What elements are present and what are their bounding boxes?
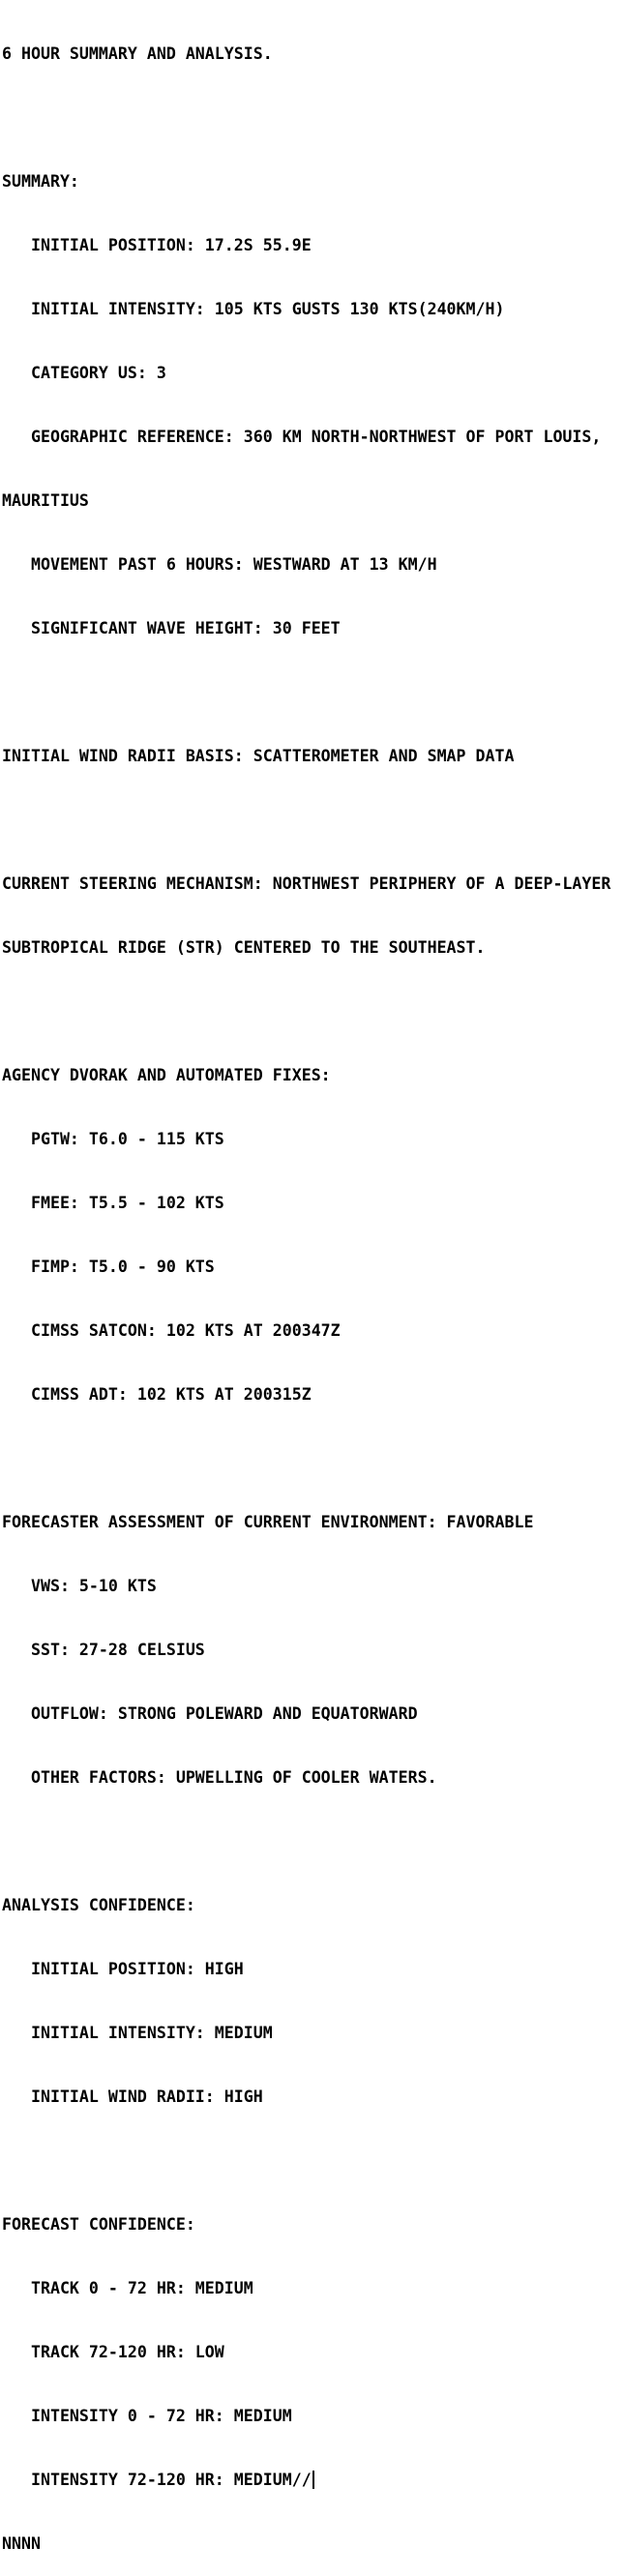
text-line: SST: 27-28 CELSIUS [2, 1641, 205, 1659]
text-line: OUTFLOW: STRONG POLEWARD AND EQUATORWARD [2, 1704, 418, 1723]
text-line: INITIAL INTENSITY: 105 KTS GUSTS 130 KTS(240KM/H) [2, 300, 505, 318]
text-line [2, 2150, 624, 2172]
text-line: SIGNIFICANT WAVE HEIGHT: 30 FEET [2, 619, 341, 637]
text-line: FORECAST CONFIDENCE: [2, 2215, 195, 2234]
text-line: TRACK 0 - 72 HR: MEDIUM [2, 2279, 253, 2297]
text-line-content: INTENSITY 72-120 HR: MEDIUM// [2, 2471, 312, 2489]
text-line: FORECASTER ASSESSMENT OF CURRENT ENVIRONMENT: FAVORABLE [2, 1513, 534, 1531]
text-line: MAURITIUS [2, 491, 89, 510]
text-line: ANALYSIS CONFIDENCE: [2, 1896, 195, 1914]
text-line: NNNN [2, 2534, 41, 2553]
text-line: INITIAL POSITION: HIGH [2, 1960, 244, 1978]
text-line: 6 HOUR SUMMARY AND ANALYSIS. [2, 44, 273, 63]
text-line: GEOGRAPHIC REFERENCE: 360 KM NORTH-NORTHWEST OF PORT LOUIS, [2, 428, 602, 446]
text-cursor [312, 2471, 314, 2489]
text-line: CURRENT STEERING MECHANISM: NORTHWEST PERIPHERY OF A DEEP-LAYER [2, 874, 611, 893]
text-line [2, 682, 624, 703]
text-line: FIMP: T5.0 - 90 KTS [2, 1258, 215, 1276]
text-line: CIMSS ADT: 102 KTS AT 200315Z [2, 1385, 312, 1404]
text-line [2, 810, 624, 831]
text-line [2, 1831, 624, 1852]
text-line-with-cursor [2, 2470, 624, 2491]
text-line [2, 1001, 624, 1022]
text-line: AGENCY DVORAK AND AUTOMATED FIXES: [2, 1066, 331, 1084]
text-line: MOVEMENT PAST 6 HOURS: WESTWARD AT 13 KM/H [2, 555, 437, 574]
text-line: SUMMARY: [2, 172, 79, 191]
text-line: PGTW: T6.0 - 115 KTS [2, 1130, 224, 1148]
text-line [2, 1448, 624, 1469]
text-line: OTHER FACTORS: UPWELLING OF COOLER WATERS. [2, 1768, 437, 1787]
text-line: INITIAL WIND RADII BASIS: SCATTEROMETER AND SMAP DATA [2, 747, 515, 765]
text-line: CATEGORY US: 3 [2, 364, 166, 382]
text-line: VWS: 5-10 KTS [2, 1577, 157, 1595]
text-line: CIMSS SATCON: 102 KTS AT 200347Z [2, 1321, 341, 1340]
text-line [2, 107, 624, 129]
text-line: INITIAL POSITION: 17.2S 55.9E [2, 236, 312, 254]
text-line: INITIAL WIND RADII: HIGH [2, 2087, 263, 2106]
text-line: INTENSITY 0 - 72 HR: MEDIUM [2, 2407, 292, 2425]
text-line: INITIAL INTENSITY: MEDIUM [2, 2024, 273, 2042]
text-line: SUBTROPICAL RIDGE (STR) CENTERED TO THE SOUTHEAST. [2, 938, 486, 957]
text-line: TRACK 72-120 HR: LOW [2, 2343, 224, 2361]
text-line: FMEE: T5.5 - 102 KTS [2, 1194, 224, 1212]
